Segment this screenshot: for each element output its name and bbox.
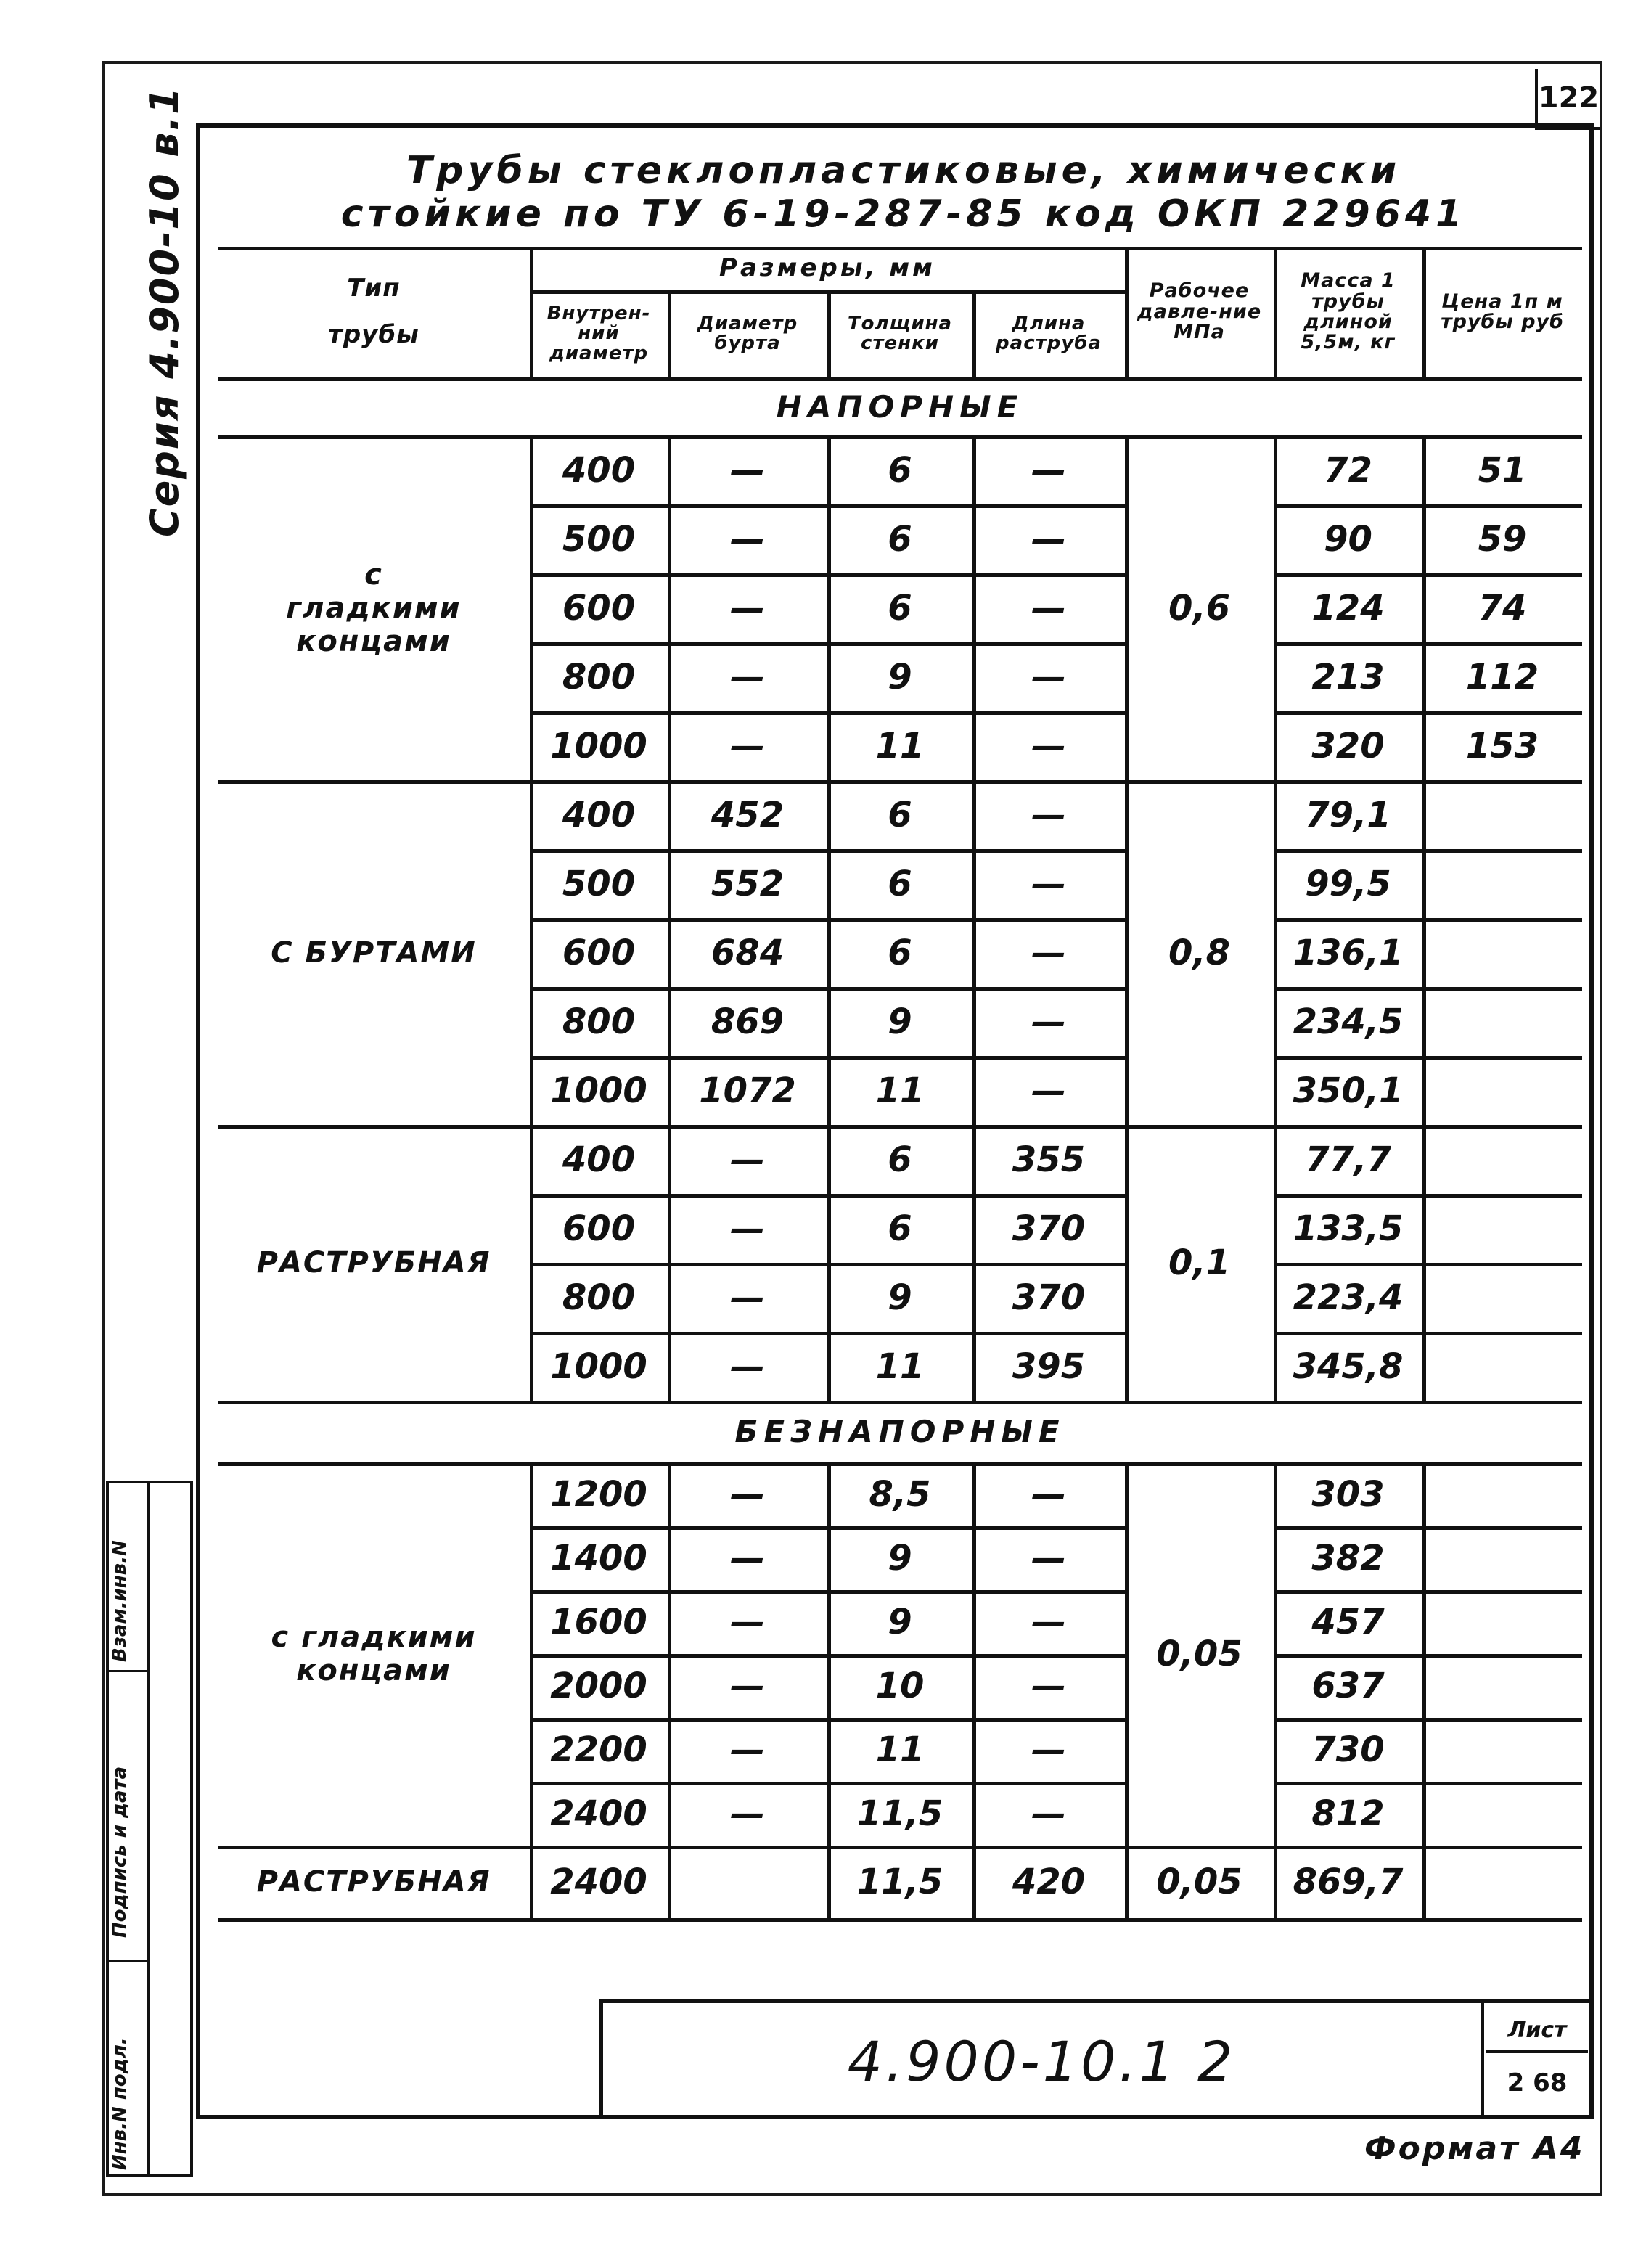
cell-d: 400 <box>562 449 636 491</box>
cell-d: 2200 <box>550 1729 647 1770</box>
cell-l: 395 <box>1012 1346 1086 1387</box>
document-number: 4.900-10.1 2 <box>847 2028 1236 2094</box>
cell-p: 153 <box>1465 725 1539 766</box>
cell-p <box>1422 1590 1582 1654</box>
pressure-cell: 0,05 <box>1156 1634 1242 1674</box>
cell-p: 112 <box>1465 656 1539 697</box>
cell-d: 600 <box>562 1208 636 1249</box>
cell-m: 869,7 <box>1293 1862 1404 1902</box>
cell-t: 11,5 <box>856 1793 943 1834</box>
cell-b: — <box>730 1346 765 1387</box>
cell-l: — <box>1031 518 1066 560</box>
cell-b: 1072 <box>699 1070 796 1111</box>
cell-t: 6 <box>888 794 912 835</box>
group-label-line: с <box>364 557 383 591</box>
cell-d: 800 <box>562 1001 636 1042</box>
cell-l: — <box>1031 1538 1066 1579</box>
section-pressure: НАПОРНЫЕ <box>776 388 1024 425</box>
cell-t: 6 <box>888 587 912 629</box>
cell-p <box>1422 1526 1582 1590</box>
title-line-1: Трубы стеклопластиковые, химически <box>406 149 1401 192</box>
cell-l: — <box>1031 656 1066 697</box>
group-socket-2: РАСТРУБНАЯ <box>256 1865 491 1899</box>
cell-d: 1000 <box>550 725 647 766</box>
cell-m: 382 <box>1311 1538 1385 1579</box>
cell-m: 133,5 <box>1293 1208 1404 1249</box>
cell-d: 600 <box>562 587 636 629</box>
cell-t: 6 <box>888 1208 912 1249</box>
cell-t: 9 <box>888 1602 912 1642</box>
cell-l: 355 <box>1012 1139 1086 1180</box>
cell-t: 6 <box>888 518 912 560</box>
cell-b: — <box>730 725 765 766</box>
cell-b: — <box>730 1538 765 1579</box>
cell-b: — <box>730 1139 765 1180</box>
cell-l: — <box>1031 863 1066 904</box>
cell-m: 124 <box>1311 587 1385 629</box>
stamp-inv-replace: Взам.инв.N <box>109 1540 131 1662</box>
cell-b: — <box>730 1208 765 1249</box>
header-collar-diameter: Диаметр бурта <box>697 312 798 354</box>
cell-p <box>1422 1654 1582 1718</box>
cell-d: 1000 <box>550 1346 647 1387</box>
cell-p: 74 <box>1478 587 1527 629</box>
group-label-line: с гладкими <box>271 1621 477 1654</box>
header-socket-length: Длина раструба <box>996 312 1102 354</box>
group-collar: С БУРТАМИ <box>271 936 477 970</box>
cell-t: 9 <box>888 1001 912 1042</box>
cell-d: 2400 <box>550 1862 647 1902</box>
cell-m: 812 <box>1311 1793 1385 1834</box>
cell-b <box>668 1846 827 1918</box>
title-block-divider <box>1481 2003 1484 2119</box>
cell-t: 6 <box>888 1139 912 1180</box>
cell-d: 500 <box>562 518 636 560</box>
cell-d: 2000 <box>550 1666 647 1706</box>
group-label-line: концами <box>296 1654 451 1687</box>
cell-b: — <box>730 449 765 491</box>
cell-l: 370 <box>1012 1208 1086 1249</box>
section-nonpressure: БЕЗНАПОРНЫЕ <box>734 1414 1065 1449</box>
cell-t: 6 <box>888 449 912 491</box>
cell-t: 6 <box>888 863 912 904</box>
cell-t: 10 <box>875 1666 925 1706</box>
cell-t: 11 <box>875 1729 925 1770</box>
header-price: Цена 1п м трубы руб <box>1440 290 1565 333</box>
cell-m: 136,1 <box>1293 932 1404 973</box>
cell-t: 6 <box>888 932 912 973</box>
cell-p <box>1422 1718 1582 1782</box>
group-label-line: концами <box>296 624 451 658</box>
cell-m: 637 <box>1311 1666 1385 1706</box>
cell-m: 90 <box>1324 518 1372 560</box>
cell-b: 684 <box>711 932 785 973</box>
header-sizes: Размеры, мм <box>719 253 935 283</box>
cell-t: 11,5 <box>856 1862 943 1902</box>
cell-t: 11 <box>875 1346 925 1387</box>
title-line-2: стойкие по ТУ 6-19-287-85 код ОКП 229641 <box>340 192 1467 236</box>
header-inner-diameter: Внутрен-ний диаметр <box>546 303 651 364</box>
cell-b: 552 <box>711 863 785 904</box>
cell-m: 77,7 <box>1305 1139 1391 1180</box>
cell-d: 1400 <box>550 1538 647 1579</box>
cell-p <box>1422 1263 1582 1332</box>
cell-m: 350,1 <box>1293 1070 1404 1111</box>
cell-b: — <box>730 1666 765 1706</box>
cell-b: — <box>730 1793 765 1834</box>
series-label: Серия 4.900-10 в.1 <box>142 86 187 537</box>
page-number: 122 <box>1535 69 1600 130</box>
sheet-label: Лист <box>1486 2010 1588 2053</box>
header-wall-thickness: Толщина стенки <box>847 312 953 354</box>
pressure-cell: 0,8 <box>1168 932 1231 973</box>
cell-m: 223,4 <box>1293 1277 1404 1318</box>
cell-d: 1200 <box>550 1474 647 1515</box>
cell-l: — <box>1031 1729 1066 1770</box>
cell-l: — <box>1031 1793 1066 1834</box>
cell-t: 9 <box>888 1538 912 1579</box>
cell-l: — <box>1031 587 1066 629</box>
cell-m: 213 <box>1311 656 1385 697</box>
cell-t: 8,5 <box>869 1474 931 1515</box>
pressure-cell: 0,1 <box>1168 1243 1231 1283</box>
header-type-line1: Тип <box>347 274 401 303</box>
pressure-cell: 0,6 <box>1168 587 1231 629</box>
format-label: Формат А4 <box>1364 2130 1585 2167</box>
group-smooth-ends-2 <box>218 1462 530 1846</box>
group-label-line: гладкими <box>286 591 462 625</box>
cell-l: — <box>1031 1666 1066 1706</box>
cell-d: 600 <box>562 932 636 973</box>
cell-b: 869 <box>711 1001 785 1042</box>
cell-p <box>1422 780 1582 849</box>
cell-l: 420 <box>1012 1862 1086 1902</box>
header-type-line2: трубы <box>328 320 419 349</box>
cell-p <box>1422 918 1582 987</box>
cell-m: 79,1 <box>1305 794 1391 835</box>
cell-b: — <box>730 1729 765 1770</box>
cell-m: 72 <box>1324 449 1372 491</box>
cell-d: 400 <box>562 1139 636 1180</box>
cell-m: 303 <box>1311 1474 1385 1515</box>
cell-l: — <box>1031 1474 1066 1515</box>
stamp-sign-date: Подпись и дата <box>109 1766 131 1938</box>
cell-b: — <box>730 518 765 560</box>
cell-p: 59 <box>1478 518 1527 560</box>
sheet-number: 2 68 <box>1507 2068 1568 2097</box>
cell-m: 99,5 <box>1305 863 1391 904</box>
header-type <box>218 247 530 377</box>
cell-t: 9 <box>888 1277 912 1318</box>
cell-t: 9 <box>888 656 912 697</box>
cell-p <box>1422 849 1582 918</box>
cell-l: — <box>1031 1001 1066 1042</box>
table-bottom-line <box>218 1918 1582 1922</box>
cell-p <box>1422 1462 1582 1526</box>
cell-l: — <box>1031 1070 1066 1111</box>
cell-p: 51 <box>1478 449 1527 491</box>
pressure-cell: 0,05 <box>1156 1862 1242 1902</box>
cell-p <box>1422 1332 1582 1401</box>
cell-m: 234,5 <box>1293 1001 1404 1042</box>
group-smooth-ends <box>218 435 530 780</box>
cell-l: — <box>1031 1602 1066 1642</box>
cell-d: 500 <box>562 863 636 904</box>
cell-p <box>1422 1194 1582 1263</box>
cell-d: 400 <box>562 794 636 835</box>
cell-l: — <box>1031 449 1066 491</box>
cell-d: 2400 <box>550 1793 647 1834</box>
cell-l: — <box>1031 932 1066 973</box>
cell-l: — <box>1031 725 1066 766</box>
stamp-inv-sub: Инв.N подл. <box>109 2037 131 2170</box>
cell-b: — <box>730 1277 765 1318</box>
cell-d: 800 <box>562 1277 636 1318</box>
cell-b: — <box>730 587 765 629</box>
cell-b: — <box>730 656 765 697</box>
cell-m: 320 <box>1311 725 1385 766</box>
cell-b: — <box>730 1474 765 1515</box>
cell-t: 11 <box>875 1070 925 1111</box>
cell-p <box>1422 1846 1582 1918</box>
cell-p <box>1422 1056 1582 1125</box>
cell-l: — <box>1031 794 1066 835</box>
cell-m: 457 <box>1311 1602 1385 1642</box>
cell-d: 1600 <box>550 1602 647 1642</box>
cell-d: 800 <box>562 656 636 697</box>
group-socket: РАСТРУБНАЯ <box>256 1246 491 1280</box>
cell-d: 1000 <box>550 1070 647 1111</box>
cell-l: 370 <box>1012 1277 1086 1318</box>
header-pressure: Рабочее давле-ние МПа <box>1137 279 1262 344</box>
cell-p <box>1422 987 1582 1056</box>
header-mass: Масса 1 трубы длиной 5,5м, кг <box>1301 269 1396 354</box>
cell-m: 345,8 <box>1293 1346 1404 1387</box>
cell-t: 11 <box>875 725 925 766</box>
cell-p <box>1422 1782 1582 1846</box>
cell-m: 730 <box>1311 1729 1385 1770</box>
cell-b: — <box>730 1602 765 1642</box>
cell-p <box>1422 1125 1582 1194</box>
cell-b: 452 <box>711 794 785 835</box>
